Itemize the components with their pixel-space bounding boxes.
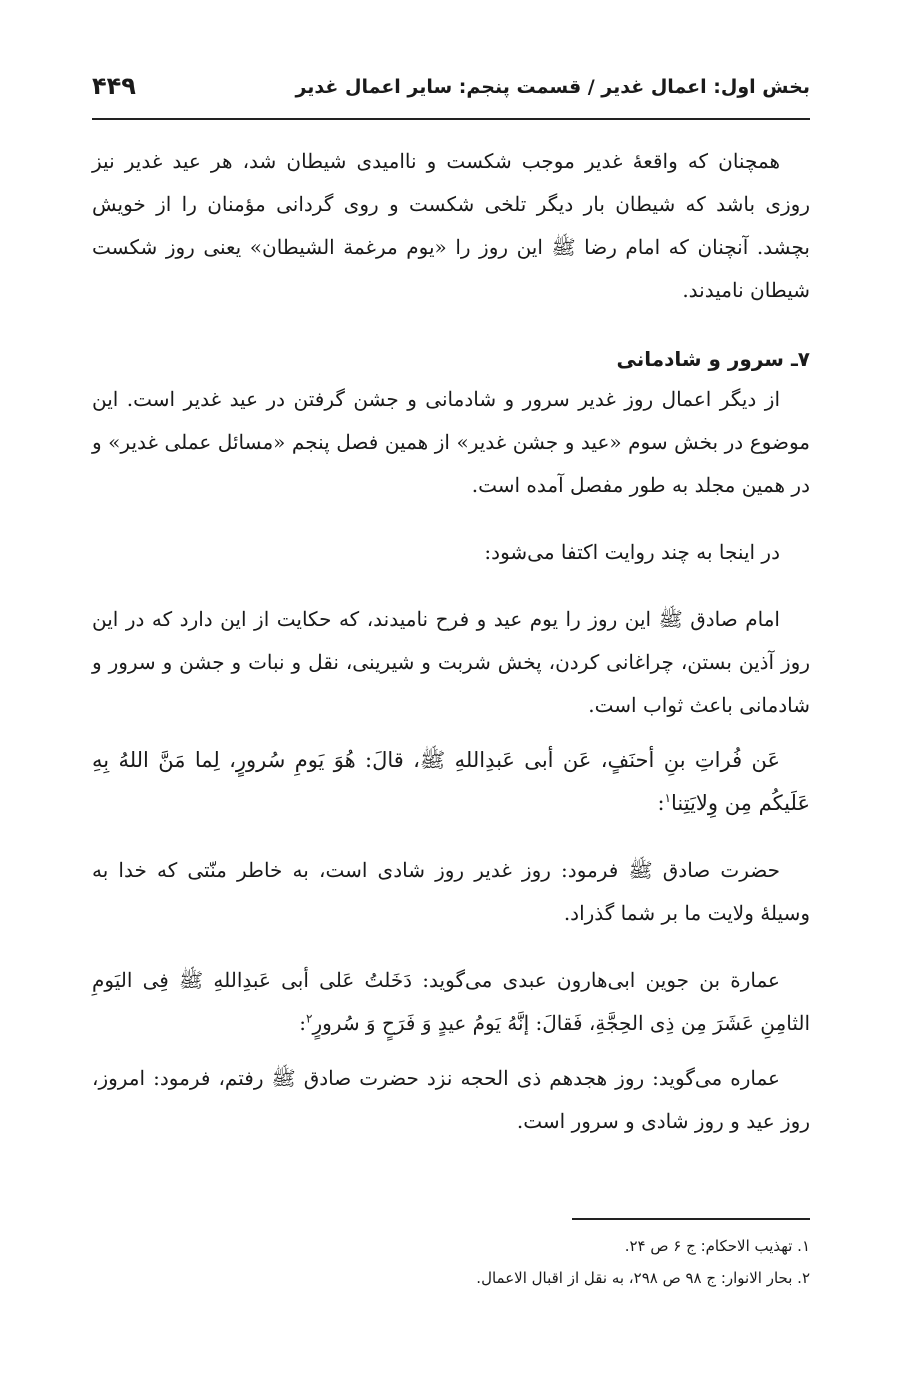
hadith-second-end: : — [299, 1011, 307, 1035]
page-body — [92, 140, 810, 1143]
book-page — [92, 0, 810, 1390]
section-heading: ۷ـ سرور و شادمانی — [616, 347, 810, 371]
footnote-ref-1: ١ — [664, 791, 671, 805]
header-divider — [92, 118, 810, 120]
page-header — [92, 70, 810, 110]
footnote-divider — [572, 1218, 810, 1220]
page-number: ۴۴۹ — [92, 72, 136, 100]
hadith-first-text: عَن فُراتِ بنِ أحنَفٍ، عَن أبی عَبدِاللهِ ﷺ، قالَ: هُوَ یَومِ سُرورٍ، لِما مَنَّ اللهُ بِهِ عَلَیکُم مِن وِلایَتِنا — [92, 748, 810, 815]
footnote-item: ١. تهذیب الاحکام: ج ۶ ص ٢۴. — [624, 1237, 810, 1255]
hadith-first-end: : — [657, 791, 665, 815]
hadith-second — [92, 959, 810, 1045]
hadith-first — [92, 739, 810, 825]
paragraph-translation-second: عماره می‌گوید: روز هجدهم ذی الحجه نزد حضرت صادق ﷺ رفتم، فرمود: امروز، روز عید و روز شادی و سرور است. — [92, 1066, 810, 1133]
paragraph-intro: همچنان که واقعۀ غدیر موجب شکست و ناامیدی شیطان شد، هر عید غدیر نیز روزی باشد که شیطان بار دیگر تلخی شکست و روی گردانی مؤمنان را از خویش بچشد. آنچنان که امام رضا ﷺ این روز را «یوم مرغمة الشیطان» یعنی روز شکست شیطان نامیدند. — [92, 149, 810, 302]
footnote-ref-2: ٢ — [306, 1011, 313, 1026]
paragraph-narrations-lead: در اینجا به چند روایت اکتفا می‌شود: — [484, 540, 780, 564]
footnote-item: ٢. بحار الانوار: ج ٩٨ ص ٢٩٨، به نقل از اقبال الاعمال. — [476, 1269, 810, 1287]
paragraph-section-intro: از دیگر اعمال روز غدیر سرور و شادمانی و جشن گرفتن در عید غدیر است. این موضوع در بخش سوم «عید و جشن غدیر» از همین فصل پنجم «مسائل عملی غدیر» و در همین مجلد به طور مفصل آمده است. — [92, 387, 810, 497]
paragraph-imam-sadiq: امام صادق ﷺ این روز را یوم عید و فرح نامیدند، که حکایت از این دارد که در این روز آذین بستن، چراغانی کردن، پخش شربت و شیرینی، نقل و نبات و جشن و سرور و شادمانی باعث ثواب است. — [92, 607, 810, 717]
running-title: بخش اول: اعمال غدیر / قسمت پنجم: سایر اعمال غدیر — [295, 76, 810, 98]
hadith-second-text: عمارة بن جوین ابی‌هارون عبدی می‌گوید: دَخَلتُ عَلی أبی عَبدِاللهِ ﷺ فِی الیَومِ الثامِنِ عَشَرَ مِن ذِی الحِجَّةِ، فَقالَ: إنَّهُ یَومُ عیدٍ وَ فَرَحٍ وَ سُرورٍ — [92, 968, 810, 1035]
paragraph-translation-first: حضرت صادق ﷺ فرمود: روز غدیر روز شادی است، به خاطر منّتی که خدا به وسیلۀ ولایت ما بر شما گذراد. — [92, 858, 810, 925]
footnotes — [92, 1230, 810, 1294]
